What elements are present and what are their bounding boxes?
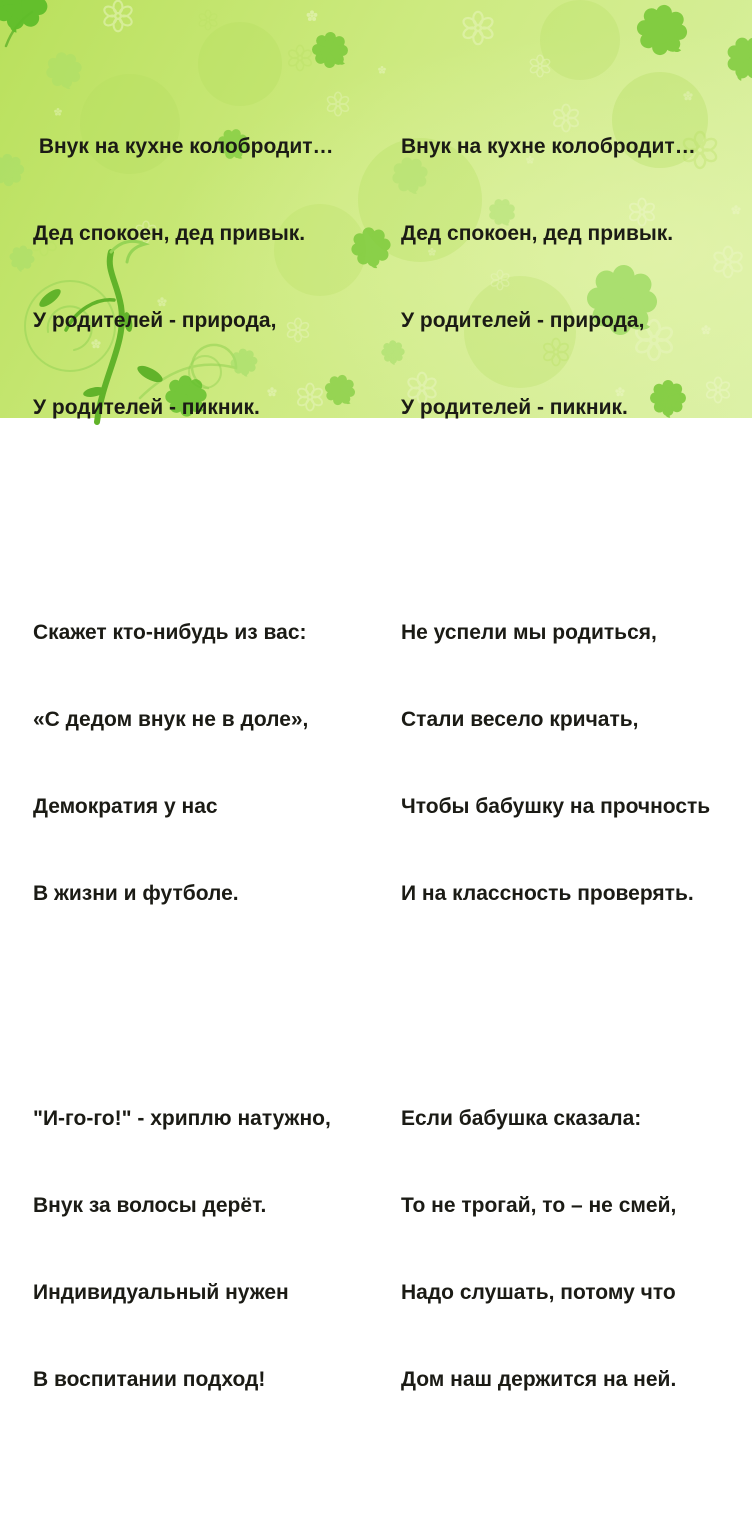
stanza	[33, 560, 334, 966]
poem-line: То не трогай, то – не смей,	[401, 1194, 677, 1217]
poem-line: У родителей - пикник.	[33, 396, 260, 419]
stanza	[33, 74, 334, 480]
poem-line: Надо слушать, потому что	[401, 1281, 676, 1304]
stanza	[33, 1046, 334, 1452]
poem-line: Внук на кухне колобродит…	[33, 135, 334, 158]
poem-line: Стали весело кричать,	[401, 708, 639, 731]
poem-line: Дом наш держится на ней.	[401, 1368, 677, 1391]
stanza	[401, 560, 710, 966]
poem-line: Дед спокоен, дед привык.	[33, 222, 306, 245]
poem-line: Дед спокоен, дед привык.	[401, 222, 674, 245]
poem-line: Индивидуальный нужен	[33, 1281, 289, 1304]
poem-line: «С дедом внук не в доле»,	[33, 708, 309, 731]
poem-line: Скажет кто-нибудь из вас:	[33, 621, 307, 644]
poem-line: "И-го-го!" - хриплю натужно,	[33, 1107, 331, 1130]
poem-line: В жизни и футболе.	[33, 882, 239, 905]
poem-line: Внук на кухне колобродит…	[401, 135, 696, 158]
stanza	[401, 74, 710, 480]
poem-line: Демократия у нас	[33, 795, 218, 818]
poem-line: В воспитании подход!	[33, 1368, 266, 1391]
poem-column-right	[401, 16, 710, 1532]
poem-line: И на классность проверять.	[401, 882, 694, 905]
poem-line: У родителей - природа,	[33, 309, 277, 332]
poem-line: Если бабушка сказала:	[401, 1107, 642, 1130]
poem-line: Чтобы бабушку на прочность	[401, 795, 711, 818]
poem-column-left	[33, 16, 334, 1532]
stanza	[401, 1046, 710, 1452]
poem-line: Внук за волосы дерёт.	[33, 1194, 267, 1217]
poem-line: У родителей - природа,	[401, 309, 645, 332]
poem-line: У родителей - пикник.	[401, 396, 628, 419]
poem-line: Не успели мы родиться,	[401, 621, 657, 644]
